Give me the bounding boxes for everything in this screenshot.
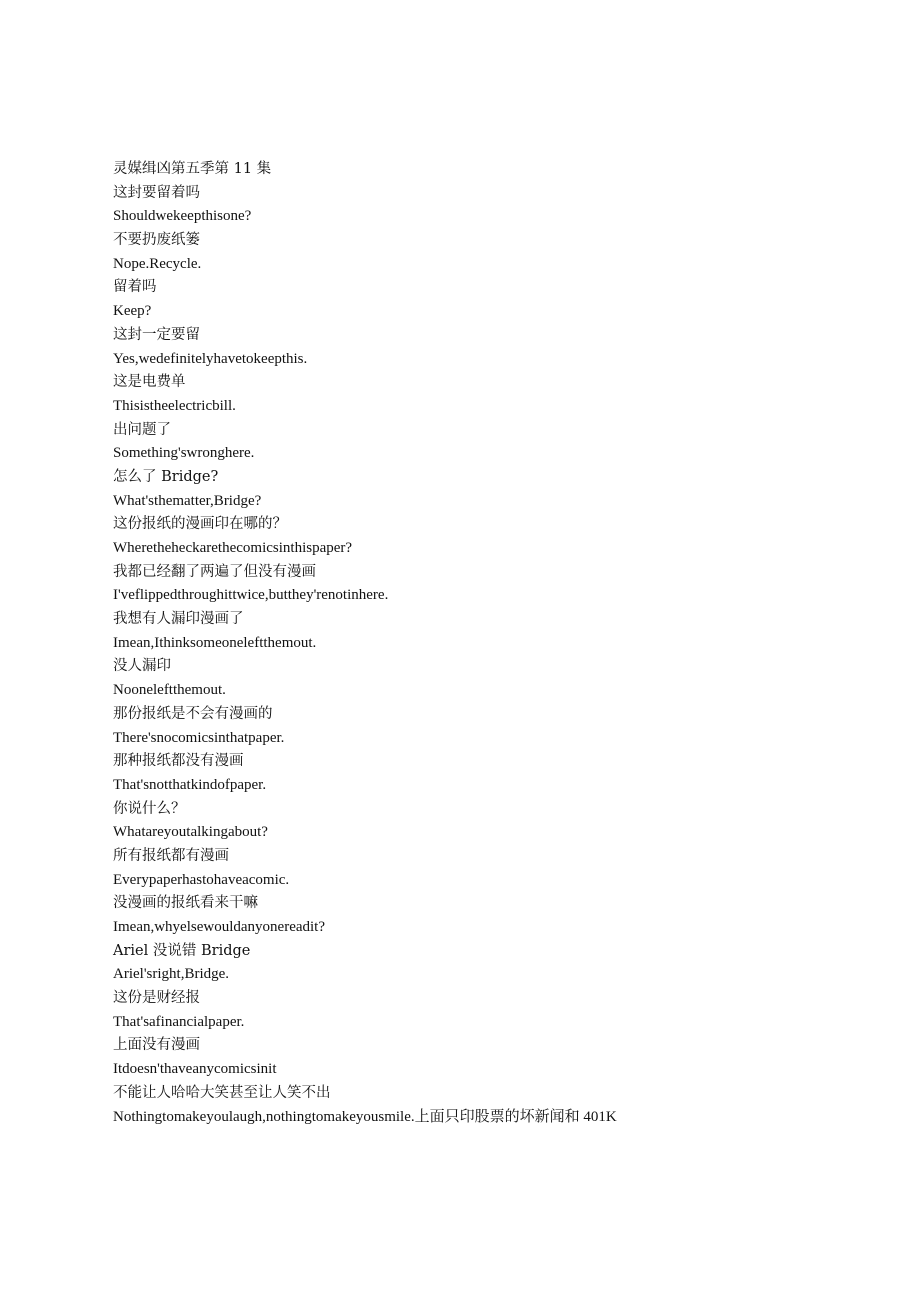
chinese-subtitle-line: 这封要留着吗	[113, 184, 200, 201]
english-subtitle-line: There'snocomicsinthatpaper.	[113, 729, 285, 746]
english-subtitle-line: Something'swronghere.	[113, 445, 255, 462]
english-subtitle-line: Nothingtomakeyoulaugh,nothingtomakeyousmile.上面只印股票的坏新闻和 401K	[113, 1108, 617, 1125]
chinese-subtitle-line: 出问题了	[113, 421, 171, 438]
chinese-subtitle-line: 这封一定要留	[113, 326, 200, 343]
english-subtitle-line: Imean,Ithinksomeoneleftthemout.	[113, 634, 317, 651]
english-subtitle-line: What'sthematter,Bridge?	[113, 492, 262, 509]
chinese-subtitle-line: 没漫画的报纸看来干嘛	[113, 895, 258, 912]
english-subtitle-line: Keep?	[113, 303, 152, 320]
chinese-subtitle-line: 我想有人漏印漫画了	[113, 611, 244, 628]
chinese-subtitle-line: 那份报纸是不会有漫画的	[113, 705, 273, 722]
english-subtitle-line: That'snotthatkindofpaper.	[113, 776, 267, 793]
english-subtitle-line: Nope.Recycle.	[113, 255, 202, 272]
chinese-subtitle-line: Ariel 没说错 Bridge	[113, 942, 251, 959]
chinese-subtitle-line: 没人漏印	[113, 658, 171, 675]
chinese-subtitle-line: 不能让人哈哈大笑甚至让人笑不出	[113, 1084, 331, 1101]
document-title: 灵媒缉凶第五季第 11 集	[113, 161, 272, 177]
chinese-subtitle-line: 这份报纸的漫画印在哪的？	[113, 516, 287, 533]
english-subtitle-line: Yes,wedefinitelyhavetokeepthis.	[113, 350, 308, 367]
english-subtitle-line: Thisistheelectricbill.	[113, 397, 236, 414]
english-subtitle-line: Whatareyoutalkingabout?	[113, 824, 268, 841]
chinese-subtitle-line: 所有报纸都有漫画	[113, 847, 229, 864]
chinese-subtitle-line: 你说什么？	[113, 800, 186, 817]
english-subtitle-line: Imean,whyelsewouldanyonereadit?	[113, 919, 325, 935]
chinese-subtitle-line: 怎么了 Bridge?	[113, 468, 219, 485]
chinese-subtitle-line: 我都已经翻了两遍了但没有漫画	[113, 563, 316, 580]
english-subtitle-line: Nooneleftthemout.	[113, 682, 226, 699]
english-subtitle-line: I'veflippedthroughittwice,butthey'renotinhere.	[113, 587, 389, 604]
english-subtitle-line: Everypaperhastohaveacomic.	[113, 871, 290, 888]
chinese-subtitle-line: 这是电费单	[113, 374, 186, 391]
english-subtitle-line: That'safinancialpaper.	[113, 1013, 245, 1030]
chinese-subtitle-line: 不要扔废纸篓	[113, 232, 200, 249]
chinese-subtitle-line: 上面没有漫画	[113, 1037, 200, 1054]
chinese-subtitle-line: 留着吗	[113, 279, 157, 296]
english-subtitle-line: Wheretheheckarethecomicsinthispaper?	[113, 540, 353, 556]
english-subtitle-line: Itdoesn'thaveanycomicsinit	[113, 1061, 277, 1078]
chinese-subtitle-line: 那种报纸都没有漫画	[113, 753, 244, 770]
chinese-subtitle-line: 这份是财经报	[113, 990, 200, 1007]
english-subtitle-line: Ariel'sright,Bridge.	[113, 966, 230, 983]
english-subtitle-line: Shouldwekeepthisone?	[113, 208, 252, 225]
transcript-body	[113, 158, 813, 1129]
